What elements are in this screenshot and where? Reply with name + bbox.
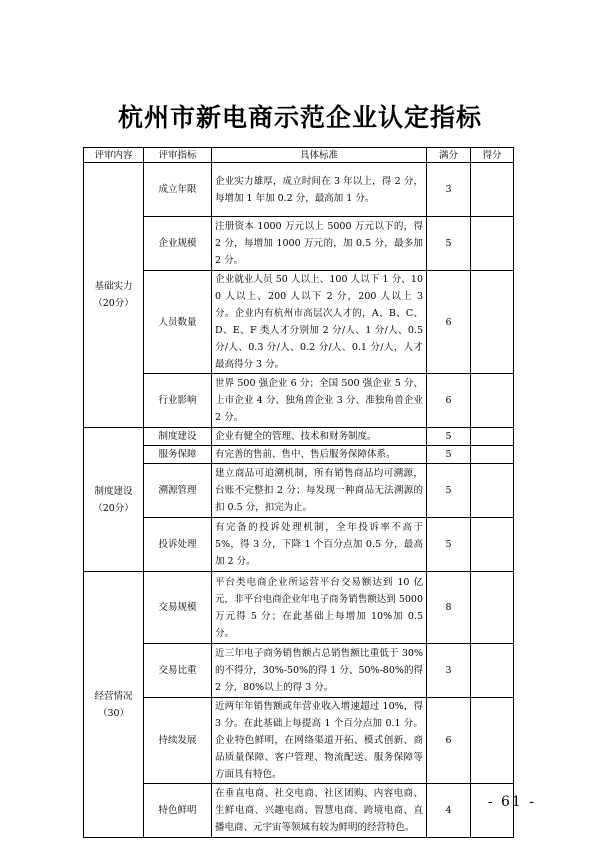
indicator-cell: 制度建设 [144, 428, 212, 446]
full-score-cell: 5 [427, 428, 471, 446]
table-row [84, 271, 514, 374]
table-row [84, 572, 514, 644]
standard-cell: 企业就业人员 50 人以上、100 人以下 1 分、100 人以上、200 人以下 2 分，200 人以上 3 分。企业内有杭州市高层次人才的，A、B、C、D、E、F 类人才分别加 2 分/人、1 分/人、0.5 分/人、0.3 分/人、0.2 分/人、0.1 分/人，人才最高得分 3 分。 [212, 271, 427, 374]
standard-cell: 近两年年销售额或年营业收入增速超过 10%，得 3 分。在此基础上每提高 1 个百分点加 0.1 分。企业特色鲜明，在网络渠道开拓、模式创新、商品质量保障、客户管理、物流配送、服务保障等方面具有特色。 [212, 698, 427, 784]
page-number: - 61 - [487, 794, 536, 810]
standard-cell: 在垂直电商、社交电商、社区团购、内容电商、生鲜电商、兴趣电商、智慧电商、跨境电商、直播电商、元宇宙等领域有较为鲜明的经营特色。 [212, 784, 427, 838]
table-row [84, 446, 514, 464]
obtained-score-cell [471, 446, 514, 464]
standard-cell: 注册资本 1000 万元以上 5000 万元以下的，得 2 分，每增加 1000 万元的，加 0.5 分，最多加 2 分。 [212, 217, 427, 271]
category-name: 基础实力 [94, 281, 133, 292]
table-row [84, 163, 514, 217]
obtained-score-cell [471, 374, 514, 428]
criteria-table [83, 147, 514, 838]
table-row [84, 784, 514, 838]
indicator-cell: 成立年限 [144, 163, 212, 217]
obtained-score-cell [471, 644, 514, 698]
category-cell [84, 428, 144, 572]
obtained-score-cell [471, 271, 514, 374]
standard-cell: 有完备的投诉处理机制，全年投诉率不高于 5%，得 3 分，下降 1 个百分点加 0.5 分，最高加 2 分。 [212, 518, 427, 572]
standard-cell: 企业有健全的管理、技术和财务制度。 [212, 428, 427, 446]
full-score-cell: 6 [427, 698, 471, 784]
standard-cell: 平台类电商企业所运营平台交易额达到 10 亿元，非平台电商企业年电子商务销售额达到 5000 万元得 5 分；在此基础上每增加 10%加 0.5 分。 [212, 572, 427, 644]
header-standard: 具体标准 [212, 148, 427, 163]
page-title: 杭州市新电商示范企业认定指标 [117, 103, 482, 132]
header-category: 评审内容 [84, 148, 144, 163]
indicator-cell: 交易规模 [144, 572, 212, 644]
indicator-cell: 行业影响 [144, 374, 212, 428]
category-name: 制度建设 [94, 485, 133, 497]
table-row [84, 464, 514, 518]
header-indicator: 评审指标 [144, 148, 212, 163]
category-name: 经营情况 [94, 690, 133, 702]
table-row [84, 217, 514, 271]
full-score-cell: 5 [427, 518, 471, 572]
indicator-cell: 特色鲜明 [144, 784, 212, 838]
full-score-cell: 6 [427, 271, 471, 374]
indicator-cell: 企业规模 [144, 217, 212, 271]
category-cell [84, 163, 144, 428]
standard-cell: 企业实力雄厚，成立时间在 3 年以上，得 2 分，每增加 1 年加 0.2 分，最高加 1 分。 [212, 163, 427, 217]
full-score-cell: 3 [427, 644, 471, 698]
standard-cell: 有完善的售前、售中、售后服务保障体系。 [212, 446, 427, 464]
category-cell [84, 572, 144, 838]
obtained-score-cell [471, 217, 514, 271]
full-score-cell: 6 [427, 374, 471, 428]
standard-cell: 建立商品可追溯机制，所有销售商品均可溯源，台账不完整扣 2 分；每发现一种商品无法溯源的扣 0.5 分，扣完为止。 [212, 464, 427, 518]
indicator-cell: 溯源管理 [144, 464, 212, 518]
obtained-score-cell [471, 698, 514, 784]
full-score-cell: 5 [427, 446, 471, 464]
indicator-cell: 服务保障 [144, 446, 212, 464]
header-obtained-score: 得分 [471, 148, 514, 163]
indicator-cell: 持续发展 [144, 698, 212, 784]
full-score-cell: 3 [427, 163, 471, 217]
indicator-cell: 投诉处理 [144, 518, 212, 572]
full-score-cell: 4 [427, 784, 471, 838]
obtained-score-cell [471, 464, 514, 518]
full-score-cell: 5 [427, 217, 471, 271]
full-score-cell: 5 [427, 464, 471, 518]
category-points: （20分） [93, 298, 134, 309]
standard-cell: 近三年电子商务销售额占总销售额比重低于 30%的不得分，30%-50%的得 1 分、50%-80%的得 2 分，80%以上的得 3 分。 [212, 644, 427, 698]
category-points: （30） [97, 707, 130, 719]
obtained-score-cell [471, 518, 514, 572]
standard-cell: 世界 500 强企业 6 分；全国 500 强企业 5 分、上市企业 4 分、独角兽企业 3 分、准独角兽企业 2 分。 [212, 374, 427, 428]
category-points: （20分） [93, 502, 134, 514]
header-full-score: 满分 [427, 148, 471, 163]
table-row [84, 698, 514, 784]
table-row [84, 644, 514, 698]
table-row [84, 518, 514, 572]
full-score-cell: 8 [427, 572, 471, 644]
table-header-row [84, 148, 514, 163]
obtained-score-cell [471, 784, 514, 838]
obtained-score-cell [471, 428, 514, 446]
obtained-score-cell [471, 572, 514, 644]
indicator-cell: 人员数量 [144, 271, 212, 374]
table-row [84, 428, 514, 446]
obtained-score-cell [471, 163, 514, 217]
table-row [84, 374, 514, 428]
indicator-cell: 交易比重 [144, 644, 212, 698]
